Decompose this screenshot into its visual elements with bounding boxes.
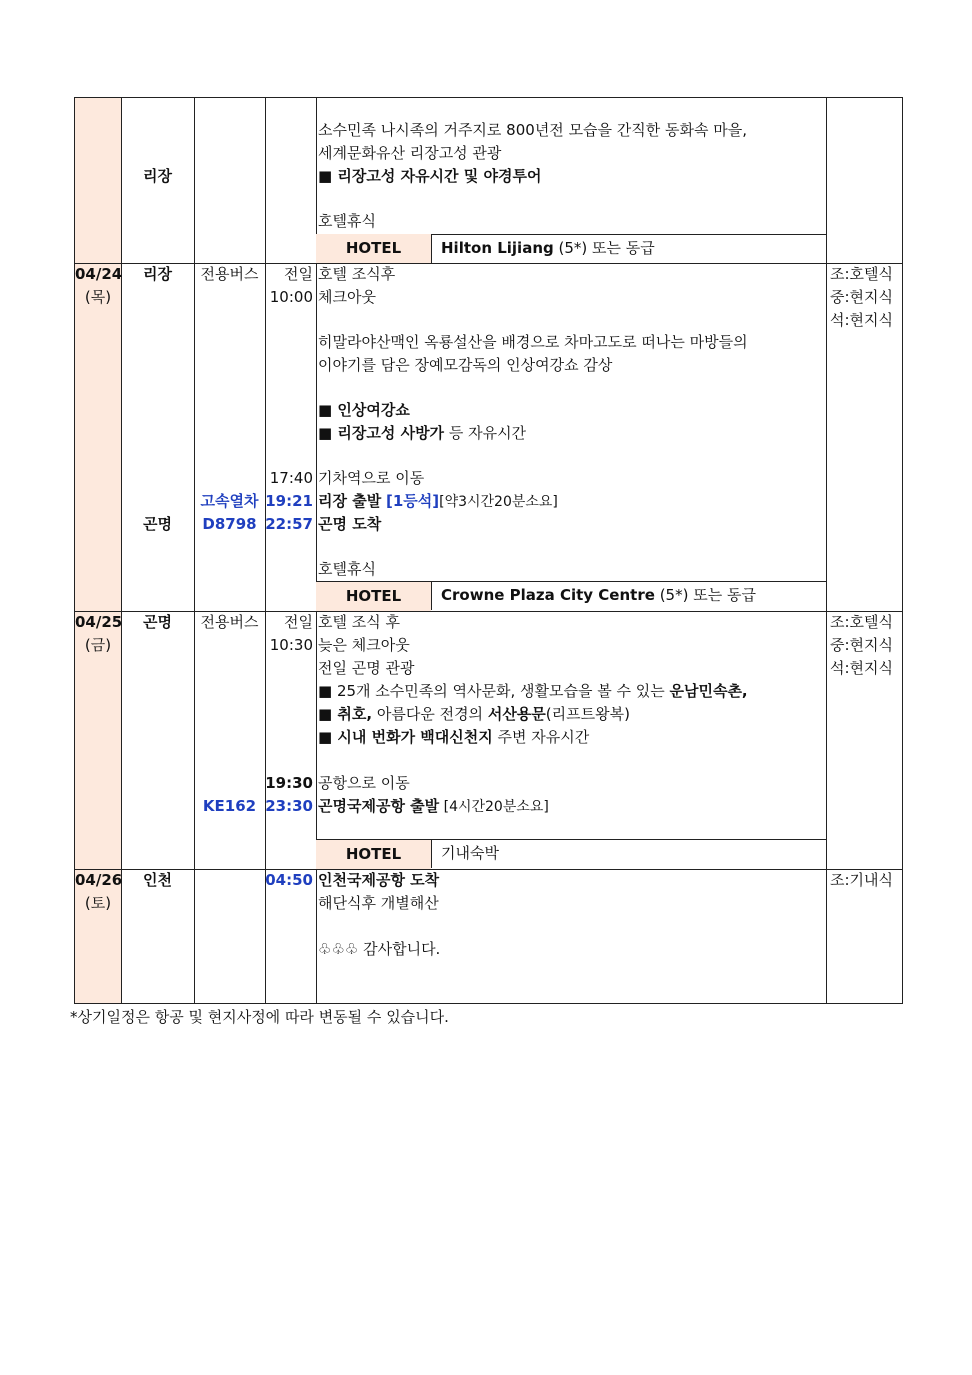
text: 등 자유시간 <box>444 424 527 442</box>
transport: KE162 <box>202 797 257 815</box>
desc-line: 세계문화유산 리장고성 관광 <box>318 144 502 162</box>
meal: 석:현지식 <box>830 659 894 677</box>
desc-line: 호텔 조식후 <box>318 265 396 283</box>
time: 04:50 <box>265 871 313 889</box>
time: 전일 <box>284 613 313 631</box>
highlight: 서산용문 <box>487 705 546 723</box>
highlight: 운남민속촌, <box>669 682 748 700</box>
row-divider <box>75 869 902 870</box>
col-divider <box>265 98 266 1003</box>
desc-line <box>318 490 558 514</box>
time: 전일 <box>284 265 313 283</box>
highlight: 리장 출발 <box>318 492 382 510</box>
seat-class: [1등석] <box>385 492 440 510</box>
hotel-name: Hilton Lijiang <box>441 239 554 257</box>
highlight: ■ 리장고성 사방가 <box>318 424 445 442</box>
duration: [4시간20분소요] <box>439 799 549 815</box>
place: 리장 <box>143 265 172 283</box>
meal: 조:호텔식 <box>830 613 894 631</box>
place: 곤명 <box>143 515 172 533</box>
meal: 중:현지식 <box>830 288 894 306</box>
meal: 중:현지식 <box>830 636 894 654</box>
transport: 전용버스 <box>200 265 259 283</box>
hotel-label: HOTEL <box>316 234 431 263</box>
desc-line: 전일 곤명 관광 <box>318 659 415 677</box>
desc-line: 이야기를 담은 장예모감독의 인상여강쇼 감상 <box>318 356 613 374</box>
weekday: (토) <box>84 894 112 912</box>
text: (리프트왕복) <box>545 705 630 723</box>
col-divider <box>194 98 195 1003</box>
hotel-label: HOTEL <box>316 582 431 611</box>
desc-line: 인천국제공항 도착 <box>318 871 440 889</box>
desc-line: 호텔휴식 <box>318 212 376 230</box>
text: ■ 25개 소수민족의 역사문화, 생활모습을 볼 수 있는 <box>318 682 670 700</box>
desc-line: ■ 리장고성 자유시간 및 야경투어 <box>318 167 542 185</box>
desc-line: 소수민족 나시족의 거주지로 800년전 모습을 간직한 동화속 마을, <box>318 121 748 139</box>
date-column-bg <box>75 98 121 1003</box>
time: 22:57 <box>265 515 313 533</box>
weekday: (목) <box>84 288 112 306</box>
meal: 석:현지식 <box>830 311 894 329</box>
hotel-value <box>441 234 655 263</box>
desc-line <box>318 703 630 726</box>
date: 04/25 <box>75 613 123 631</box>
transport: D8798 <box>202 515 257 533</box>
hotel-divider <box>431 234 432 263</box>
desc-line: 히말라야산맥인 옥룡설산을 배경으로 차마고도로 떠나는 마방들의 <box>318 333 748 351</box>
hotel-label: HOTEL <box>316 840 431 869</box>
time: 10:30 <box>269 636 313 654</box>
hotel-grade: (5*) 또는 동급 <box>558 239 655 257</box>
transport: 고속열차 <box>200 492 259 510</box>
duration: [약3시간20분소요] <box>439 494 558 510</box>
highlight: 곤명국제공항 출발 <box>318 797 440 815</box>
text: 아름다운 전경의 <box>372 705 488 723</box>
desc-line: 기차역으로 이동 <box>318 469 425 487</box>
time: 19:21 <box>265 492 313 510</box>
hotel-name: Crowne Plaza City Centre <box>441 586 655 604</box>
col-divider <box>826 98 827 1003</box>
time: 19:30 <box>265 774 313 792</box>
desc-line: ♧♧♧ 감사합니다. <box>318 940 441 958</box>
desc-line: 호텔 조식 후 <box>318 613 400 631</box>
desc-line: 곤명 도착 <box>318 515 382 533</box>
time: 10:00 <box>269 288 313 306</box>
date: 04/26 <box>75 871 123 889</box>
desc-line: ■ 인상여강쇼 <box>318 401 410 419</box>
desc-line <box>318 422 526 445</box>
desc-line: 늦은 체크아웃 <box>318 636 410 654</box>
desc-line <box>318 795 549 819</box>
hotel-value <box>441 581 756 610</box>
place: 인천 <box>143 871 172 889</box>
desc-line <box>318 726 589 749</box>
desc-line: 공항으로 이동 <box>318 774 410 792</box>
highlight: ■ 시내 번화가 백대신천지 <box>318 728 493 746</box>
hotel-grade: (5*) 또는 동급 <box>659 586 756 604</box>
desc-line: 호텔휴식 <box>318 560 376 578</box>
weekday: (금) <box>84 636 112 654</box>
transport: 전용버스 <box>200 613 259 631</box>
meal: 조:기내식 <box>830 871 894 889</box>
meal: 조:호텔식 <box>830 265 894 283</box>
date: 04/24 <box>75 265 123 283</box>
hotel-value: 기내숙박 <box>441 844 499 862</box>
highlight: ■ 취호, <box>318 705 373 723</box>
time: 17:40 <box>269 469 313 487</box>
footnote: *상기일정은 항공 및 현지사정에 따라 변동될 수 있습니다. <box>70 1008 449 1026</box>
hotel-divider <box>431 839 432 868</box>
itinerary-table <box>74 97 903 1004</box>
desc-line: 체크아웃 <box>318 288 376 306</box>
col-divider <box>121 98 122 1003</box>
hotel-divider <box>431 581 432 610</box>
time: 23:30 <box>265 797 313 815</box>
text: 주변 자유시간 <box>492 728 590 746</box>
desc-line <box>318 680 748 703</box>
place: 리장 <box>143 167 172 185</box>
place: 곤명 <box>143 613 172 631</box>
desc-line: 해단식후 개별해산 <box>318 894 439 912</box>
